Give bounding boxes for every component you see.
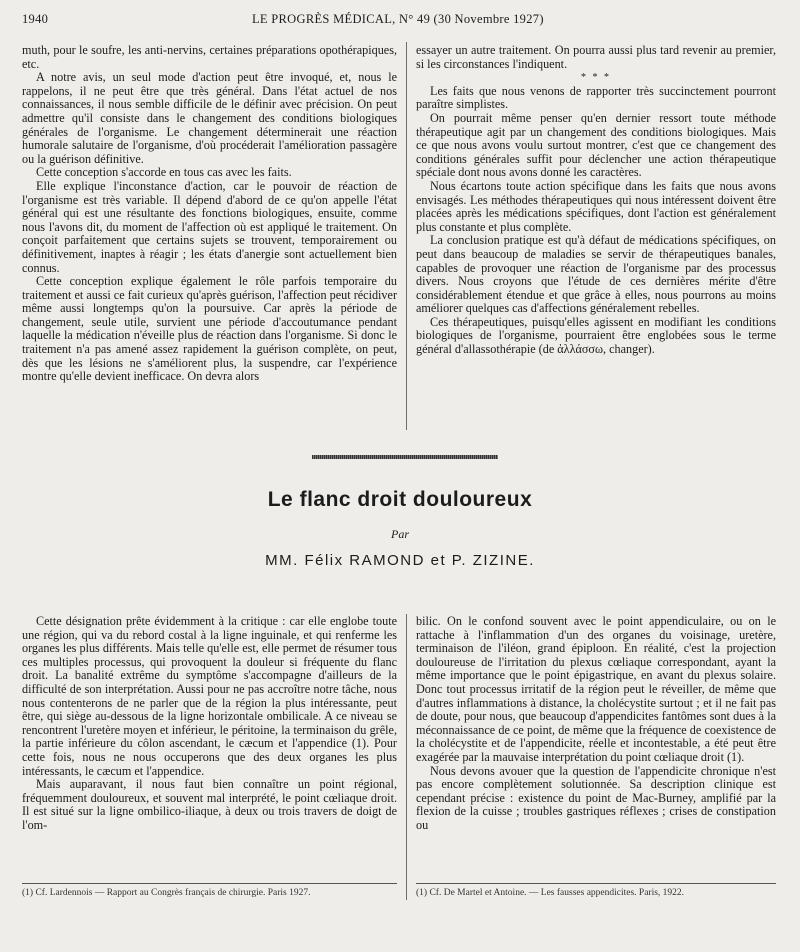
paragraph: Cette désignation prête évidemment à la critique : car elle englobe toute une région, qui va du rebord costal à la ligne inguinale, et qui renferme les organes les plus différents. Mais telle qu'elle est, elle permet de résumer tous ces multiples processus, qui provoquent la douleur si fréquente du flanc droit. La banalité extrême du symptôme s'accompagne d'ailleurs de la difficulté de son interprétation. Aussi pour ne pas accroître notre tâche, nous nous contenterons de ne parler que de la région la plus intéressante, peut être, qui siège au-dessous de la ligne horizontale ombilicale. A ce niveau se rencontrent l'uretère moyen et inférieur, le péritoine, la terminaison du grêle, la partie inférieure du côlon ascendant, le cæcum et l'appendice (1). Pour cette fois, nous ne nous occuperons que des deux organes les plus intéressants, le cæcum et l'appendice. (22, 615, 397, 778)
previous-article-left-column (22, 44, 397, 434)
article-right-column (416, 615, 776, 883)
paragraph: La conclusion pratique est qu'à défaut de médications spécifiques, on peut dans beaucoup de maladies se servir de thérapeutiques banales, capables de provoquer une réaction de l'organisme par des processus divers. Nous croyons que l'étude de ces dernières mérite d'être considérablement étendue et que grâce à elles, nous pourrons au moins améliorer quelques cas d'affections généralement rebelles. (416, 233, 776, 316)
footnote-rule-right (416, 883, 776, 884)
column-divider-top (406, 42, 407, 430)
previous-article-right-column (416, 44, 776, 434)
asterism-separator: * * * (581, 72, 611, 84)
article-left-column (22, 615, 397, 883)
paragraph: Cette conception explique également le rôle parfois temporaire du traitement et aussi ce fait curieux qu'après guérison, l'affection peut récidiver même aussi longtemps qu'on la poursuive. Car après la période de changement, seule utile, survient une période d'accoutumance pendant laquelle la médication n'éveille plus de réaction dans l'organisme. Si donc le traitement n'a pas amené assez rapidement la guérison complète, on peut, dès que les lésions ne s'améliorent plus, la suspendre, car l'expérience montre qu'elle devient inefficace. On devra alors (22, 274, 397, 384)
paragraph: Nous devons avouer que la question de l'appendicite chronique n'est pas encore complètement solutionnée. Sa description clinique est cependant précise : existence du point de Mac-Burney, amplifié par la flexion de la cuisse ; troubles gastriques réflexes ; crises de constipation ou (416, 763, 776, 832)
paragraph: Les faits que nous venons de rapporter très succinctement pourront paraître simplistes. (416, 83, 776, 112)
section-divider-ornament (312, 455, 498, 459)
column-divider-bottom (406, 614, 407, 900)
journal-title: LE PROGRÈS MÉDICAL, N° 49 (30 Novembre 1927) (252, 12, 544, 26)
article-title: Le flanc droit douloureux (267, 488, 533, 511)
byline-par: Par (391, 527, 409, 541)
paragraph: Cette conception s'accorde en tous cas avec les faits. (36, 165, 292, 180)
footnote-left: (1) Cf. Lardennois — Rapport au Congrès français de chirurgie. Paris 1927. (22, 888, 311, 898)
page-number: 1940 (22, 12, 49, 26)
paragraph: bilic. On le confond souvent avec le point appendiculaire, ou on le rattache à l'inflammation d'un des organes du voisinage, uretère, terminaison de l'iléon, grand épiploon. En réalité, c'est la projection douloureuse de l'irritation du plexus cœliaque correspondant, ayant la même importance que le point épigastrique, en avant du plexus solaire. Donc tout processus irritatif de la région peut le réveiller, de même que d'autres inflammations à distance, la cholécystite surtout ; et il ne fait pas de doute, pour nous, que beaucoup d'appendicites fantômes sont dues à la méconnaissance de ce point, de même que la fréquence de coexistence de la cholécystite et de l'appendicite, réelle et incontestable, a été peut être exagérée par la mauvaise interprétation du point cœliaque droit (1). (416, 615, 776, 764)
footnote-rule-left (22, 883, 397, 884)
article-authors: MM. Félix RAMOND et P. ZIZINE. (265, 552, 535, 569)
paragraph: muth, pour le soufre, les anti-nervins, certaines préparations opothérapiques, etc. (22, 44, 397, 71)
paragraph: A notre avis, un seul mode d'action peut être invoqué, et, nous le rappelons, il ne peut être que très général. Dans l'état actuel de nos connaissances, il nous semble difficile de le définir avec précision. On peut admettre qu'il consiste dans le changement des conditions biologiques générales de l'organisme. Le changement déterminerait une réaction humorale salutaire de l'organisme, d'où procéderait l'amélioration passagère ou la guérison définitive. (22, 70, 397, 166)
paragraph: On pourrait même penser qu'en dernier ressort toute méthode thérapeutique agit par un changement des conditions biologiques. Mais ce que nous avons voulu surtout montrer, c'est que ce changement des conditions générales suffit pour déclencher une action thérapeutique spéciale dont nous avons donné les caractères. (416, 110, 776, 180)
paragraph: Nous écartons toute action spécifique dans les faits que nous avons envisagés. Les méthodes thérapeutiques qui nous intéressent doivent être placées après les médications spécifiques, dont l'action est généralement plus constante et plus complète. (416, 178, 776, 234)
paragraph: Elle explique l'inconstance d'action, car le pouvoir de réaction de l'organisme est très variable. Il dépend d'abord de ce qu'on appelle l'état général qui est une résultante des fonctions biologiques, ensuite, comme nous l'avons dit, du moment de l'affection où est appliqué le traitement. On conçoit parfaitement que certains sujets se trouvent, temporairement ou définitivement, inaptes à réagir ; les états d'anergie sont actuellement bien connus. (22, 178, 397, 275)
paragraph: essayer un autre traitement. On pourra aussi plus tard revenir au premier, si les circonstances l'indiquent. (416, 44, 776, 71)
paragraph: Mais auparavant, il nous faut bien connaître un point régional, fréquemment douloureux, et souvent mal interprété, le point cœliaque droit. Il est situé sur la ligne ombilico-iliaque, à deux ou trois travers de doigt de l'om- (22, 777, 397, 832)
footnote-right: (1) Cf. De Martel et Antoine. — Les fausses appendicites. Paris, 1922. (416, 888, 685, 898)
paragraph: Ces thérapeutiques, puisqu'elles agissent en modifiant les conditions biologiques de l'organisme, pourraient être englobées sous le terme général d'allassothérapie (de ἀλλάσσω, changer). (416, 314, 776, 357)
